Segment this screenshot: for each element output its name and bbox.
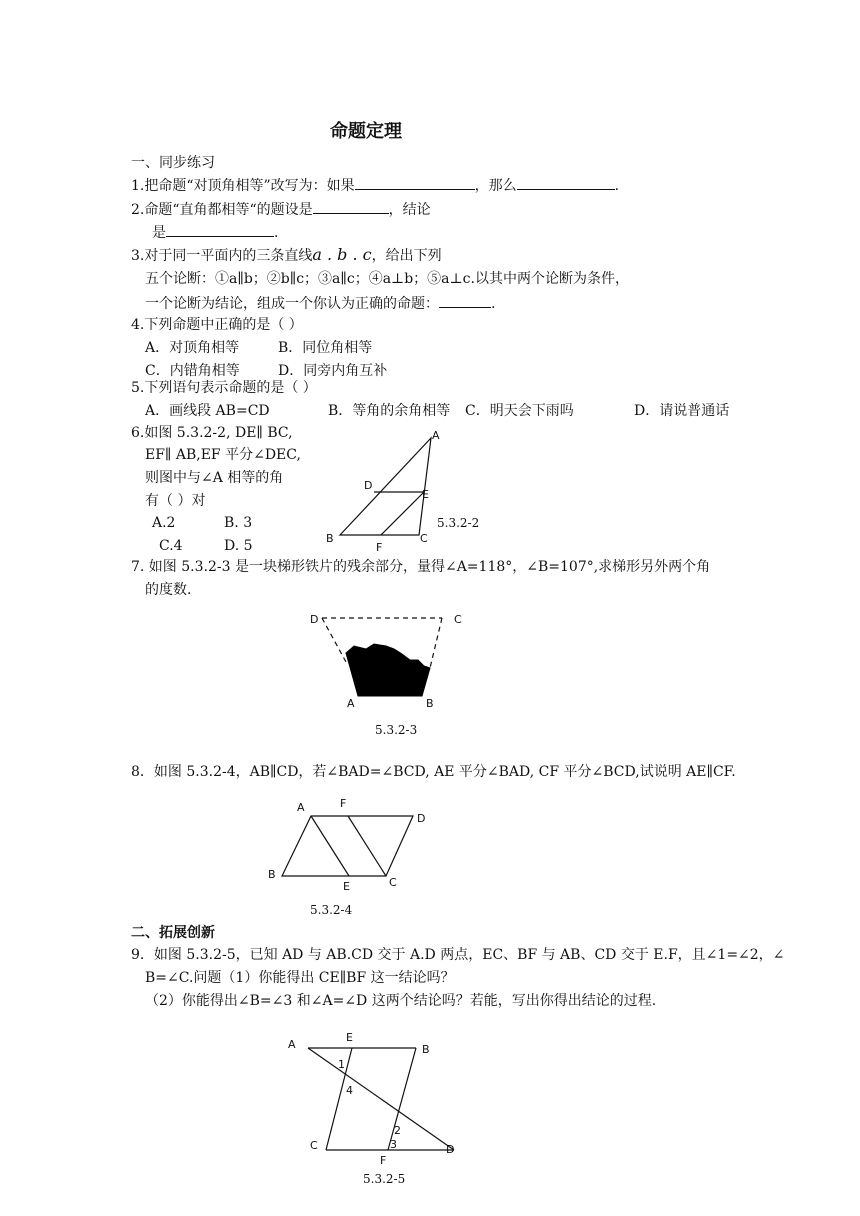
q1-blank-if[interactable] (355, 175, 475, 190)
label-c: C (420, 532, 428, 545)
label-b: B (422, 1043, 430, 1056)
dashed-right (430, 618, 442, 668)
question-9-line2: B=∠C.问题（1）你能得出 CE∥BF 这一结论吗？ (145, 970, 455, 986)
figure-caption-5-3-2-5: 5.3.2-5 (363, 1172, 406, 1186)
q2-blank-conclusion[interactable] (166, 222, 274, 237)
question-9-line1: 9．如图 5.3.2-5，已知 AD 与 AB.CD 交于 A.D 两点，EC、BF 与 AB、CD 交于 E.F，且∠1=∠2，∠ (131, 947, 785, 963)
figure-caption-5-3-2-2: 5.3.2-2 (437, 516, 480, 530)
figure-caption-5-3-2-3: 5.3.2-3 (375, 723, 418, 737)
q2-text-post: . (274, 225, 279, 241)
question-9-line3: （2）你能得出∠B=∠3 和∠A=∠D 这两个结论吗？若能，写出你得出结论的过程. (145, 993, 657, 1009)
q2-text-mid: ，结论 (388, 202, 431, 218)
label-c: C (389, 876, 397, 889)
q3-text-1: 3.对于同一平面内的三条直线 (131, 248, 313, 264)
q3-text-3b: . (491, 296, 496, 312)
label-c: C (454, 613, 462, 626)
segment-bf (388, 1048, 416, 1150)
q3-text-3: 一个论断为结论，组成一个你认为正确的命题： (145, 296, 439, 312)
question-6-line4: 有（ ）对 (145, 493, 206, 509)
label-a: A (347, 697, 355, 710)
page-title: 命题定理 (330, 121, 402, 142)
label-b: B (326, 532, 334, 545)
q4-option-c[interactable]: C．内错角相等 (145, 363, 240, 379)
label-d: D (364, 479, 373, 492)
q3-vars: a . b . c (312, 245, 372, 264)
question-5-stem: 5.下列语句表示命题的是（ ） (131, 380, 317, 396)
question-2 (131, 199, 431, 219)
label-e: E (346, 1031, 353, 1044)
label-b: B (268, 868, 276, 881)
label-e: E (422, 488, 429, 501)
q1-text-pre: 1.把命题“对顶角相等”改写为：如果 (131, 178, 355, 194)
q1-text-post: . (614, 178, 620, 194)
question-1 (131, 175, 619, 195)
label-d: D (446, 1143, 455, 1156)
q6-option-c[interactable]: C.4 (159, 538, 183, 554)
label-d: D (310, 613, 319, 626)
label-f: F (376, 541, 383, 554)
question-8-line1: 8．如图 5.3.2-4，AB∥CD，若∠BAD=∠BCD, AE 平分∠BAD, CF 平分∠BCD,试说明 AE∥CF. (131, 764, 736, 780)
section-heading-sync: 一、同步练习 (131, 155, 215, 171)
question-6-line3: 则图中与∠A 相等的角 (145, 470, 284, 486)
segment-cf (348, 816, 386, 876)
label-e: E (343, 880, 350, 893)
q2-text-line2: 是 (152, 225, 166, 241)
label-c: C (310, 1139, 318, 1152)
figure-5-3-2-2 (318, 428, 458, 558)
label-a: A (288, 1038, 296, 1051)
q4-option-d[interactable]: D．同旁内角互补 (278, 363, 388, 379)
section-heading-extension: 二、拓展创新 (131, 925, 215, 941)
question-3-line2: 五个论断：①a∥b；②b∥c；③a∥c；④a⊥b；⑤a⊥c.以其中两个论断为条件， (145, 271, 629, 287)
q5-option-a[interactable]: A．画线段 AB=CD (145, 403, 270, 419)
segment-ae (311, 816, 349, 876)
dashed-left (322, 618, 346, 662)
q2-blank-premise[interactable] (313, 199, 389, 214)
q1-text-mid: ，那么 (474, 178, 517, 194)
figure-5-3-2-3 (302, 606, 472, 716)
q5-option-b[interactable]: B．等角的余角相等 (328, 403, 451, 419)
label-f: F (340, 797, 347, 810)
label-a: A (432, 429, 440, 442)
figure-5-3-2-5 (282, 1026, 462, 1166)
question-3-line1 (131, 246, 442, 265)
figure-caption-5-3-2-4: 5.3.2-4 (310, 903, 353, 917)
parallelogram-abcd (282, 816, 413, 876)
question-6-line1: 6.如图 5.3.2-2, DE∥ BC, (131, 425, 293, 441)
q3-blank[interactable] (439, 293, 491, 308)
q6-option-d[interactable]: D. 5 (224, 538, 253, 554)
figure-5-3-2-4 (264, 794, 434, 894)
label-b: B (426, 697, 434, 710)
question-2-line2 (152, 222, 278, 242)
q6-option-a[interactable]: A.2 (152, 515, 176, 531)
label-angle-2: 2 (394, 1124, 401, 1137)
label-angle-4: 4 (346, 1084, 353, 1097)
label-angle-1: 1 (338, 1058, 345, 1071)
iron-piece-shape (346, 644, 430, 696)
label-angle-3: 3 (390, 1138, 397, 1151)
q1-blank-then[interactable] (517, 175, 615, 190)
q5-option-d[interactable]: D．请说普通话 (634, 403, 730, 419)
question-6-line2: EF∥ AB,EF 平分∠DEC, (145, 447, 301, 463)
q2-text-pre: 2.命题“直角都相等“的题设是 (131, 202, 313, 218)
question-4-stem: 4.下列命题中正确的是（ ） (131, 317, 303, 333)
question-7-line1: 7. 如图 5.3.2-3 是一块梯形铁片的残余部分，量得∠A=118°，∠B=107°,求梯形另外两个角 (131, 559, 711, 575)
segment-ef (381, 492, 424, 535)
q4-option-b[interactable]: B．同位角相等 (278, 340, 373, 356)
q3-text-1b: ，给出下列 (371, 248, 442, 264)
triangle-abc (340, 438, 431, 535)
label-a: A (297, 801, 305, 814)
q5-option-c[interactable]: C．明天会下雨吗 (465, 403, 574, 419)
label-f: F (380, 1154, 387, 1166)
q4-option-a[interactable]: A．对顶角相等 (145, 340, 240, 356)
q6-option-b[interactable]: B. 3 (224, 515, 253, 531)
question-3-line3 (145, 293, 495, 313)
label-d: D (417, 812, 426, 825)
question-7-line2: 的度数. (145, 582, 192, 598)
